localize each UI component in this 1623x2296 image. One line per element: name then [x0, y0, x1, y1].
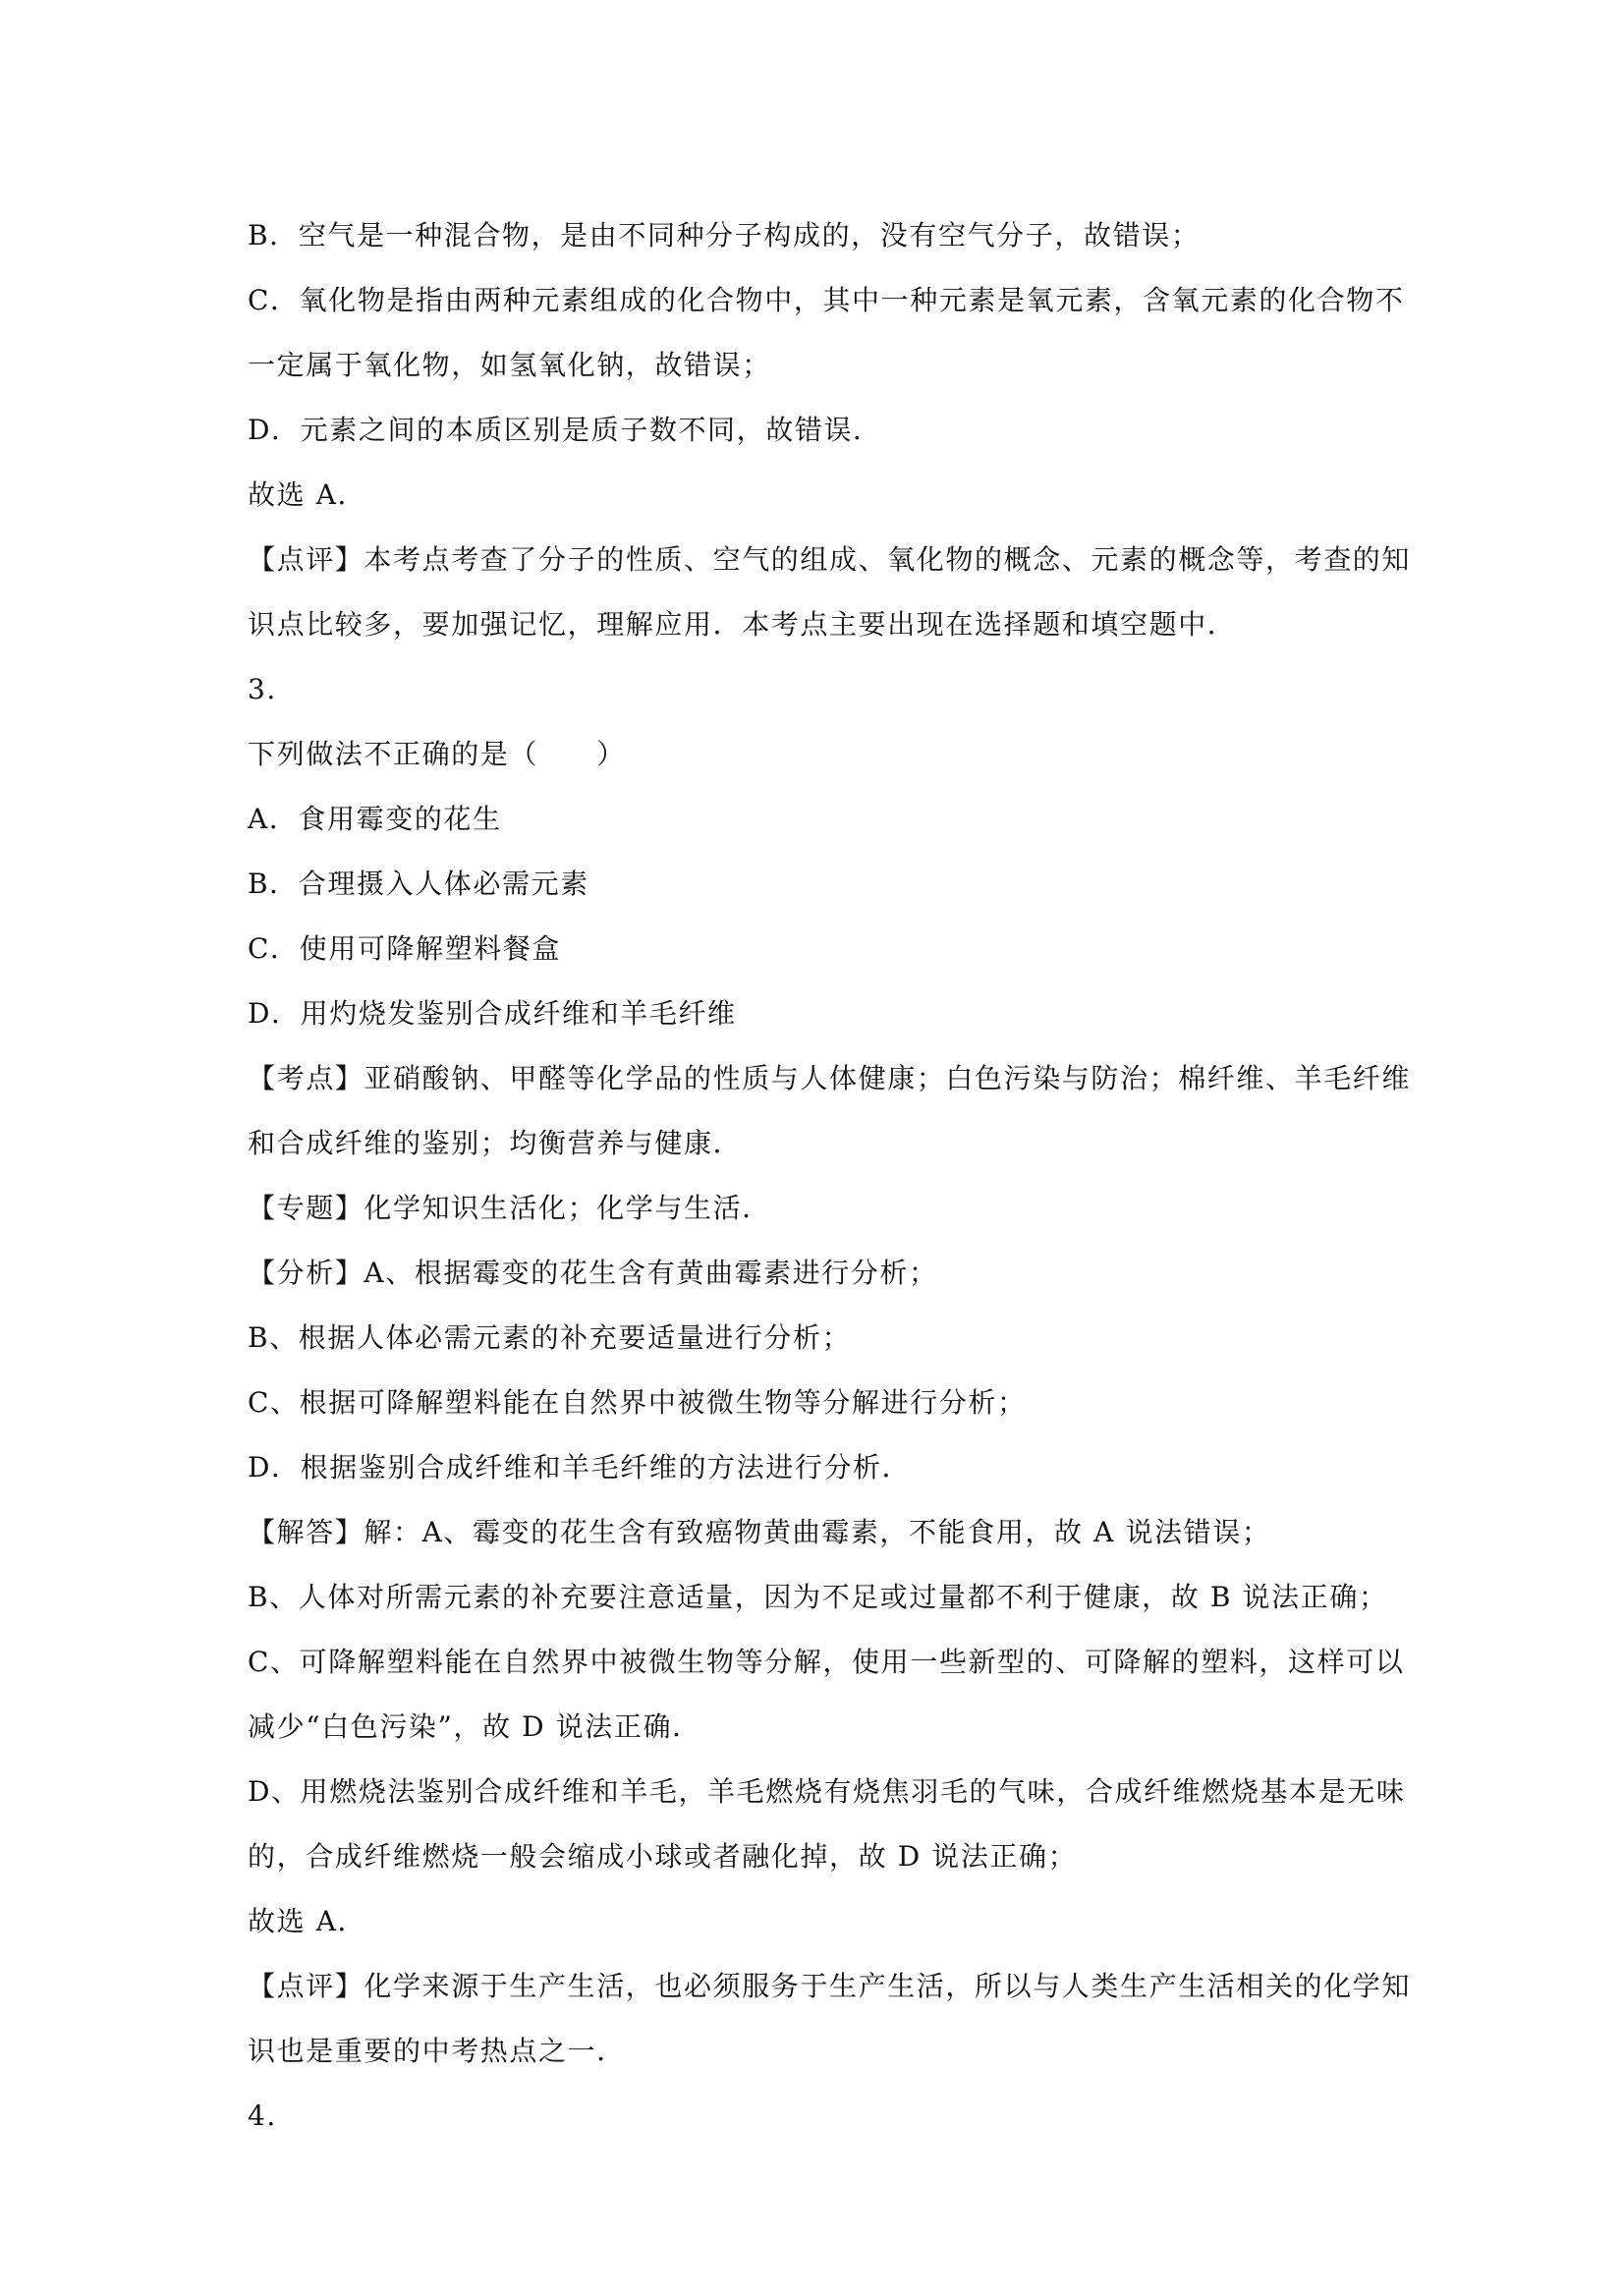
- text-line: B、根据人体必需元素的补充要适量进行分析；: [248, 1321, 852, 1354]
- text-line: B、人体对所需元素的补充要注意适量，因为不足或过量都不利于健康，故 B 说法正确；: [248, 1581, 1388, 1613]
- option-a: A．食用霉变的花生: [248, 803, 502, 835]
- text-line: 故选 A．: [248, 1905, 367, 1937]
- text-line: 的，合成纤维燃烧一般会缩成小球或者融化掉，故 D 说法正确；: [248, 1840, 1078, 1873]
- text-line: 【分析】A、根据霉变的花生含有黄曲霉素进行分析；: [248, 1257, 938, 1289]
- text-line: D、用燃烧法鉴别合成纤维和羊毛，羊毛燃烧有烧焦羽毛的气味，合成纤维燃烧基本是无味: [248, 1775, 1406, 1808]
- text-line: 【解答】解：A、霉变的花生含有致癌物黄曲霉素，不能食用，故 A 说法错误；: [248, 1516, 1271, 1548]
- text-line: 【考点】亚硝酸钠、甲醛等化学品的性质与人体健康；白色污染与防治；棉纤维、羊毛纤维: [248, 1062, 1412, 1094]
- text-line: 减少“白色污染”，故 D 说法正确．: [248, 1710, 701, 1743]
- text-line: 【点评】本考点考查了分子的性质、空气的组成、氧化物的概念、元素的概念等，考查的知: [248, 543, 1412, 576]
- option-d: D．用灼烧发鉴别合成纤维和羊毛纤维: [248, 997, 737, 1030]
- text-line: 识点比较多，要加强记忆，理解应用．本考点主要出现在选择题和填空题中．: [248, 608, 1237, 641]
- text-line: C、根据可降解塑料能在自然界中被微生物等分解进行分析；: [248, 1386, 1027, 1419]
- text-line: 和合成纤维的鉴别；均衡营养与健康．: [248, 1127, 743, 1159]
- text-line: 【专题】化学知识生活化；化学与生活．: [248, 1192, 771, 1224]
- text-line: 识也是重要的中考热点之一．: [248, 2035, 626, 2067]
- text-line: B．空气是一种混合物，是由不同种分子构成的，没有空气分子，故错误；: [248, 219, 1201, 252]
- option-b: B．合理摄入人体必需元素: [248, 868, 589, 900]
- text-line: D．元素之间的本质区别是质子数不同，故错误．: [248, 414, 882, 446]
- text-line: C、可降解塑料能在自然界中被微生物等分解，使用一些新型的、可降解的塑料，这样可以: [248, 1646, 1405, 1678]
- text-line: 【点评】化学来源于生产生活，也必须服务于生产生活，所以与人类生产生活相关的化学知: [248, 1970, 1412, 2002]
- text-line: C．氧化物是指由两种元素组成的化合物中，其中一种元素是氧元素，含氧元素的化合物不: [248, 284, 1405, 316]
- option-c: C．使用可降解塑料餐盒: [248, 932, 562, 965]
- text-line: D．根据鉴别合成纤维和羊毛纤维的方法进行分析．: [248, 1451, 912, 1484]
- question-number: 4.: [248, 2100, 277, 2132]
- text-line: 一定属于氧化物，如氢氧化钠，故错误；: [248, 349, 771, 381]
- text-line: 故选 A．: [248, 478, 367, 511]
- question-stem: 下列做法不正确的是（ ）: [248, 738, 626, 770]
- question-number: 3.: [248, 673, 277, 705]
